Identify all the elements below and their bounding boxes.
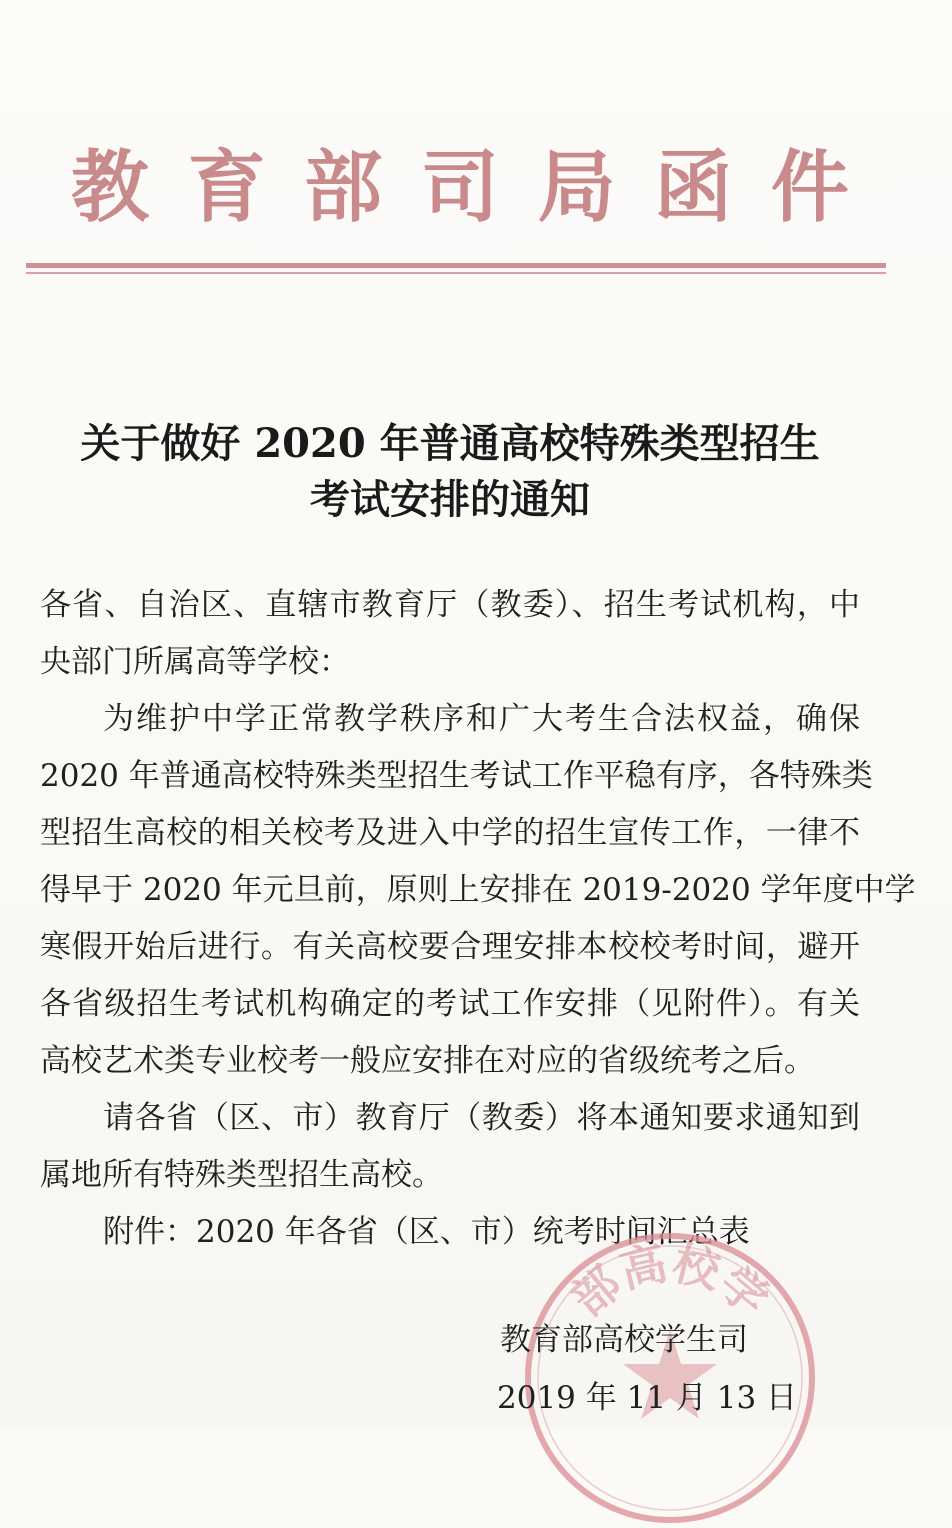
signature-org: 教育部高校学生司 (500, 1322, 748, 1358)
body-line: 各省级招生考试机构确定的考试工作安排（见附件）。有关 (40, 986, 860, 1022)
letterhead-char: 局 (537, 143, 616, 233)
body-line: 属地所有特殊类型招生高校。 (40, 1157, 443, 1193)
body-line: 得早于 2020 年元旦前，原则上安排在 2019-2020 学年度中学 (40, 872, 916, 908)
letterhead-char: 教 (70, 143, 149, 233)
letterhead-char: 件 (770, 143, 849, 233)
body-line: 寒假开始后进行。有关高校要合理安排本校校考时间，避开 (40, 929, 860, 965)
letterhead-char: 育 (187, 143, 266, 233)
letterhead-divider-thin (26, 272, 886, 274)
document-title-line-1: 关于做好 2020 年普通高校特殊类型招生 (80, 420, 820, 467)
letterhead-char: 部 (304, 143, 383, 233)
body-line: 为维护中学正常教学秩序和广大考生合法权益，确保 (103, 701, 860, 737)
body-line: 央部门所属高等学校： (40, 644, 350, 680)
signature-date: 2019 年 11 月 13 日 (497, 1380, 798, 1416)
attachment-line: 附件：2020 年各省（区、市）统考时间汇总表 (103, 1214, 750, 1250)
body-line: 请各省（区、市）教育厅（教委）将本通知要求通知到 (103, 1100, 860, 1136)
letterhead (60, 138, 860, 238)
seal-text: 部高校学 (561, 1235, 779, 1327)
letterhead-char: 函 (654, 143, 733, 233)
body-line: 各省、自治区、直辖市教育厅（教委）、招生考试机构，中 (40, 587, 860, 623)
letterhead-divider-thick (26, 263, 886, 268)
body-line: 2020 年普通高校特殊类型招生考试工作平稳有序，各特殊类 (40, 758, 873, 794)
body-line: 型招生高校的相关校考及进入中学的招生宣传工作，一律不 (40, 815, 860, 851)
body-line: 高校艺术类专业校考一般应安排在对应的省级统考之后。 (40, 1043, 815, 1079)
svg-text:部高校学 (561, 1236, 779, 1327)
letterhead-char: 司 (420, 143, 499, 233)
document-title-line-2: 考试安排的通知 (310, 476, 590, 523)
